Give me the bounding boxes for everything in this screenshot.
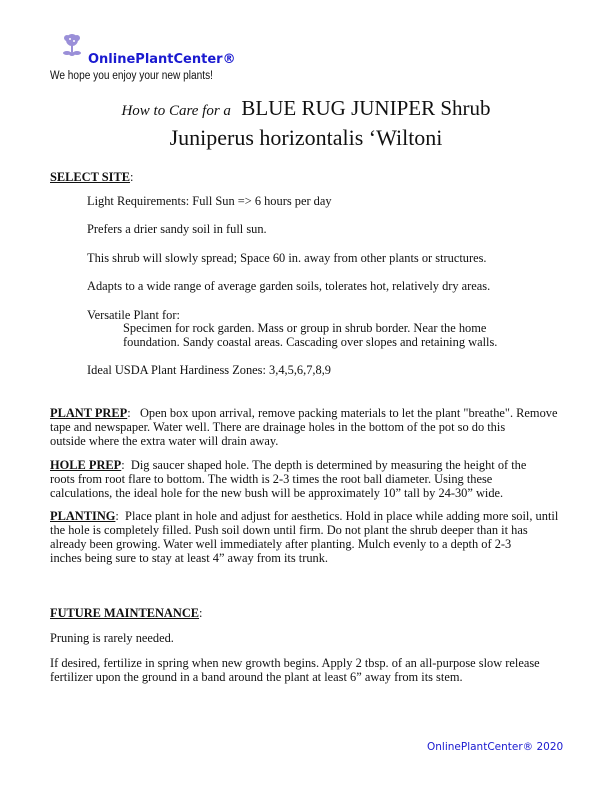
brand-name: OnlinePlantCenter®	[88, 52, 236, 67]
plant-prep-heading: PLANT PREP	[50, 406, 128, 420]
maintenance-line: If desired, fertilize in spring when new growth begins. Apply 2 tbsp. of an all-purpose slow release	[50, 656, 540, 670]
title-main: BLUE RUG JUNIPER Shrub	[241, 96, 491, 120]
tagline: We hope you enjoy your new plants!	[50, 70, 213, 82]
botanical-name: Juniperus horizontalis ‘Wiltoni	[169, 125, 443, 150]
site-line: Specimen for rock garden. Mass or group in shrub border. Near the home	[123, 321, 487, 335]
plant-prep-line: PLANT PREP: Open box upon arrival, remove packing materials to let the plant "breathe". Remove	[50, 406, 558, 420]
hole-prep-line: HOLE PREP: Dig saucer shaped hole. The depth is determined by measuring the height of the	[50, 458, 527, 472]
planting-line: inches being sure to stay at least 4” away from its trunk.	[50, 551, 329, 565]
site-line: Light Requirements: Full Sun => 6 hours per day	[87, 194, 332, 208]
planting-line: already been growing. Water well immediately after planting. Mulch evenly to a depth of 2-3	[50, 537, 512, 551]
title-prefix: How to Care for a	[121, 103, 231, 119]
maintenance-heading: FUTURE MAINTENANCE:	[50, 606, 203, 620]
maintenance-line: Pruning is rarely needed.	[50, 631, 174, 645]
planting-line: PLANTING: Place plant in hole and adjust for aesthetics. Hold in place while adding more soil, until	[50, 509, 559, 523]
select-site-heading: SELECT SITE:	[50, 170, 134, 184]
hole-prep-heading: HOLE PREP	[50, 458, 122, 472]
planting-heading: PLANTING	[50, 509, 116, 523]
plant-prep-line: tape and newspaper. Water well. There are drainage holes in the bottom of the pot so do this	[50, 420, 506, 434]
site-line: Versatile Plant for:	[87, 308, 180, 322]
site-line: Adapts to a wide range of average garden soils, tolerates hot, relatively dry areas.	[87, 279, 491, 293]
site-line: This shrub will slowly spread; Space 60 in. away from other plants or structures.	[87, 251, 487, 265]
plant-prep-line: outside where the extra water will drain away.	[50, 434, 279, 448]
page-title	[0, 96, 612, 121]
footer-brand: OnlinePlantCenter® 2020	[427, 741, 564, 753]
hole-prep-line: roots from root flare to bottom. The width is 2-3 times the root ball diameter. Using these	[50, 472, 493, 486]
maintenance-line: fertilizer upon the ground in a band around the plant at least 6” away from its stem.	[50, 670, 463, 684]
site-line: Ideal USDA Plant Hardiness Zones: 3,4,5,6,7,8,9	[87, 363, 332, 377]
site-line: foundation. Sandy coastal areas. Cascading over slopes and retaining walls.	[123, 335, 498, 349]
site-line: Prefers a drier sandy soil in full sun.	[87, 222, 267, 236]
flower-logo-icon	[62, 33, 82, 57]
hole-prep-line: calculations, the ideal hole for the new bush will be approximately 10” tall by 24-30” wide.	[50, 486, 504, 500]
planting-line: the hole is completely filled. Push soil down until firm. Do not plant the shrub deeper than it has	[50, 523, 528, 537]
